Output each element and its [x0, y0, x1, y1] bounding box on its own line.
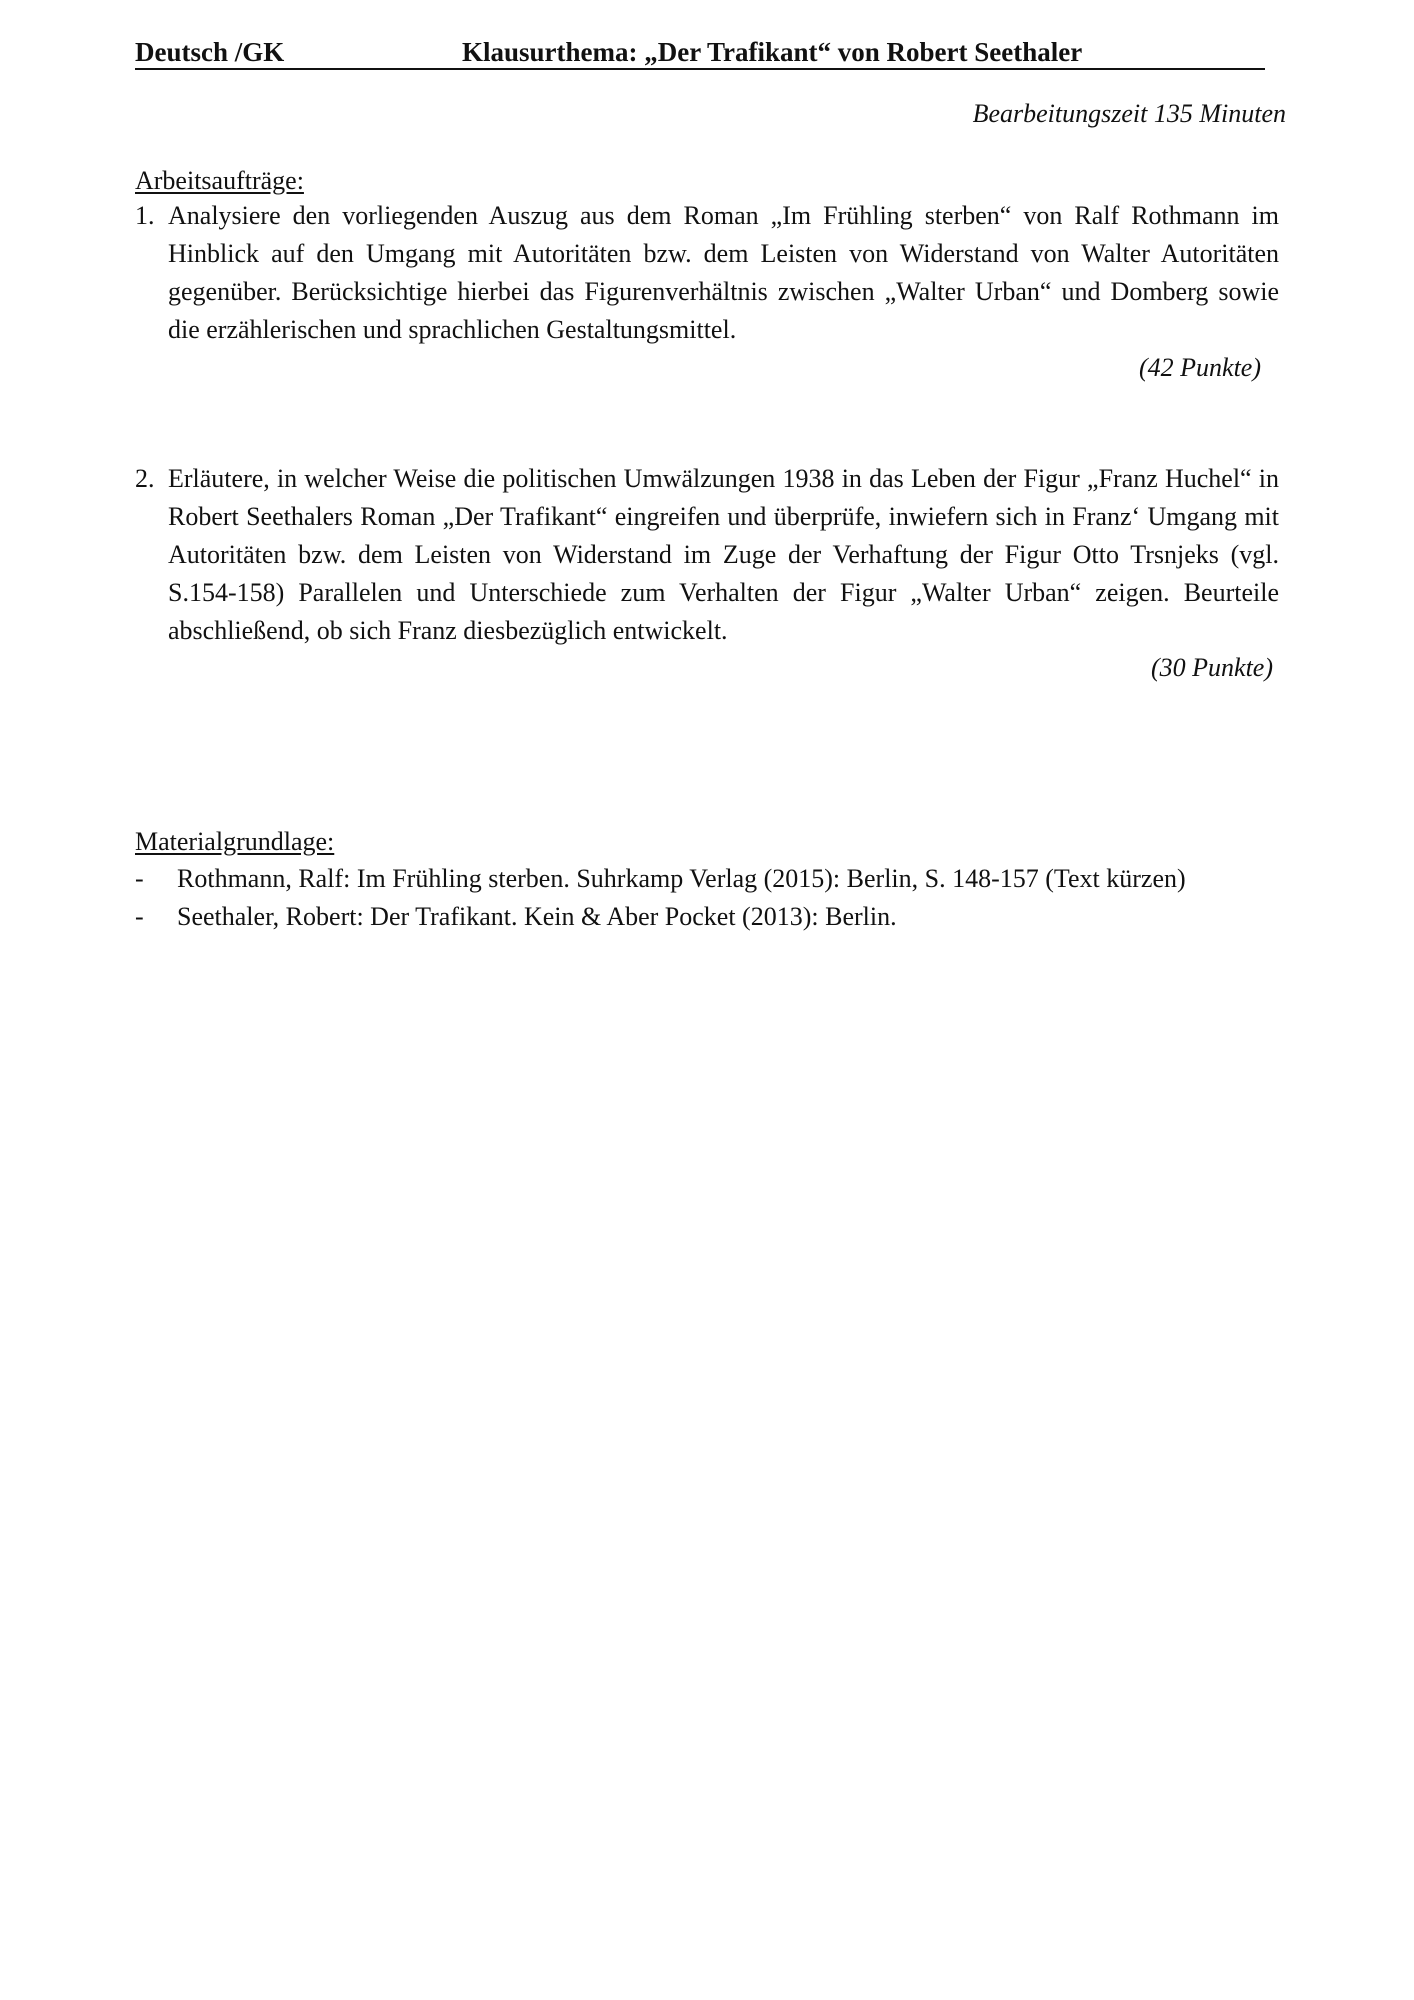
- exam-topic: Klausurthema: „Der Trafikant“ von Robert Seethaler: [462, 37, 1083, 67]
- task-2-points: (30 Punkte): [1151, 653, 1274, 682]
- material-bullet: -: [135, 864, 144, 893]
- materials-list: [135, 860, 1279, 936]
- task-2: [135, 460, 1279, 650]
- task-1-points: (42 Punkte): [1139, 353, 1262, 382]
- material-item-text: Seethaler, Robert: Der Trafikant. Kein & Aber Pocket (2013): Berlin.: [177, 902, 897, 931]
- material-item: [135, 898, 1279, 936]
- page-header: [135, 36, 1265, 70]
- material-bullet: -: [135, 902, 144, 931]
- course-label: Deutsch /GK: [135, 37, 285, 67]
- tasks-heading: Arbeitsaufträge:: [135, 166, 304, 195]
- time-limit-note: Bearbeitungszeit 135 Minuten: [972, 99, 1286, 128]
- material-item: [135, 860, 1279, 898]
- task-1-text: Analysiere den vorliegenden Auszug aus dem Roman „Im Frühling sterben“ von Ralf Rothmann im Hinblick auf den Umgang mit Autoritäten bzw. dem Leisten von Widerstand von Walter Autoritäten gegenüber. Berücksichtige hierbei das Figurenverhältnis zwischen „Walter Urban“ und Domberg sowie die erzählerischen und sprachlichen Gestaltungsmittel.: [168, 201, 1279, 344]
- material-item-text: Rothmann, Ralf: Im Frühling sterben. Suhrkamp Verlag (2015): Berlin, S. 148-157 (Text kürzen): [177, 864, 1186, 893]
- materials-heading: Materialgrundlage:: [135, 827, 335, 856]
- task-1: [135, 197, 1279, 349]
- task-2-number: 2.: [135, 464, 155, 493]
- task-1-number: 1.: [135, 201, 155, 230]
- task-2-text: Erläutere, in welcher Weise die politischen Umwälzungen 1938 in das Leben der Figur „Franz Huchel“ in Robert Seethalers Roman „Der Trafikant“ eingreifen und überprüfe, inwiefern sich in Franz‘ Umgang mit Autoritäten bzw. dem Leisten von Widerstand im Zuge der Verhaftung der Figur Otto Trsnjeks (vgl. S.154-158) Parallelen und Unterschiede zum Verhalten der Figur „Walter Urban“ zeigen. Beurteile abschließend, ob sich Franz diesbezüglich entwickelt.: [168, 464, 1279, 645]
